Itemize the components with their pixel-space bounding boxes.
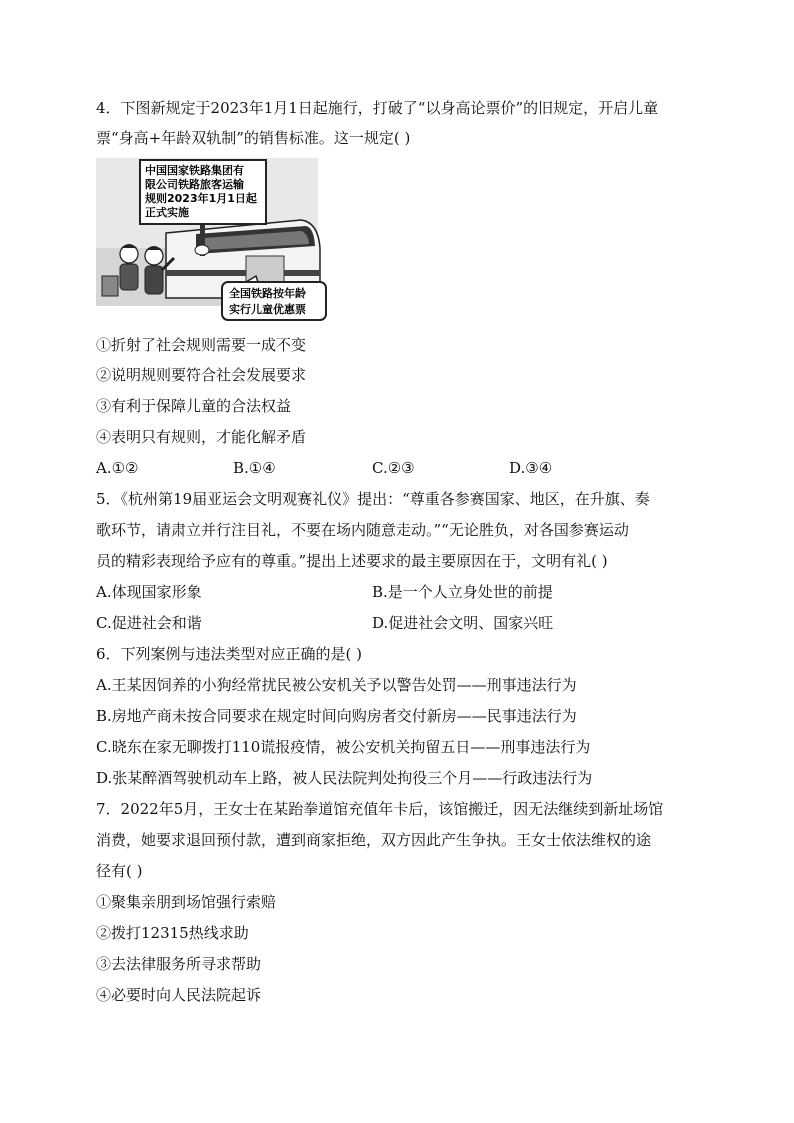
q7-stem-line2: 消费，她要求退回预付款，遭到商家拒绝，双方因此产生争执。王女士依法维权的途: [96, 831, 652, 849]
q5-stem-line3: 员的精彩表现给予应有的尊重。”提出上述要求的最主要原因在于，文明有礼( ): [96, 552, 608, 570]
q7-stem-line3: 径有( ): [96, 862, 143, 880]
q4-illustration: [96, 158, 328, 322]
q6-stem: 6．下列案例与违法类型对应正确的是( ): [96, 645, 363, 663]
q4-stem-line1: 4．下图新规定于2023年1月1日起施行，打破了“以身高论票价”的旧规定，开启儿童: [96, 99, 659, 117]
q4-item-2: ②说明规则要符合社会发展要求: [96, 366, 307, 384]
q4-item-4: ④表明只有规则，才能化解矛盾: [96, 428, 307, 446]
q4-stem-line2: 票“身高+年龄双轨制”的销售标准。这一规定( ): [96, 129, 411, 147]
q5-option-c[interactable]: C.促进社会和谐: [96, 614, 202, 632]
q7-stem-line1: 7．2022年5月，王女士在某跆拳道馆充值年卡后，该馆搬迁，因无法继续到新址场馆: [96, 800, 664, 818]
q4-item-1: ①折射了社会规则需要一成不变: [96, 336, 307, 354]
q5-stem-line1: 5．《杭州第19届亚运会文明观赛礼仪》提出：“尊重各参赛国家、地区，在升旗、奏: [96, 490, 650, 508]
q6-option-b[interactable]: B.房地产商未按合同要求在规定时间向购房者交付新房——民事违法行为: [96, 707, 577, 725]
sign-top-line-4: 正式实施: [145, 206, 189, 219]
q7-item-4: ④必要时向人民法院起诉: [96, 986, 262, 1004]
q5-option-d[interactable]: D.促进社会文明、国家兴旺: [372, 614, 554, 632]
q5-option-b[interactable]: B.是一个人立身处世的前提: [372, 583, 553, 601]
q4-item-3: ③有利于保障儿童的合法权益: [96, 397, 292, 415]
q7-item-2: ②拨打12315热线求助: [96, 924, 249, 942]
q6-option-c[interactable]: C.晓东在家无聊拨打110谎报疫情，被公安机关拘留五日——刑事违法行为: [96, 738, 591, 756]
sign-top-line-3: 规则2023年1月1日起: [145, 192, 257, 205]
q5-stem-line2: 歌环节，请肃立并行注目礼，不要在场内随意走动。”“无论胜负，对各国参赛运动: [96, 521, 629, 539]
sign-bottom-line-1: 全国铁路按年龄: [229, 287, 306, 300]
q6-option-d[interactable]: D.张某醉酒驾驶机动车上路，被人民法院判处拘役三个月——行政违法行为: [96, 769, 593, 787]
q4-option-a[interactable]: A.①②: [96, 459, 139, 477]
q4-option-c[interactable]: C.②③: [372, 459, 415, 477]
q6-option-a[interactable]: A.王某因饲养的小狗经常扰民被公安机关予以警告处罚——刑事违法行为: [96, 676, 577, 694]
q4-option-b[interactable]: B.①④: [233, 459, 276, 477]
sign-top-line-1: 中国国家铁路集团有: [145, 164, 244, 177]
train-cartoon-image: [96, 158, 328, 322]
q5-option-a[interactable]: A.体现国家形象: [96, 583, 202, 601]
q4-option-d[interactable]: D.③④: [509, 459, 553, 477]
sign-bottom-line-2: 实行儿童优惠票: [229, 303, 306, 316]
sign-top-line-2: 限公司铁路旅客运输: [145, 178, 244, 191]
q7-item-1: ①聚集亲朋到场馆强行索赔: [96, 893, 277, 911]
q7-item-3: ③去法律服务所寻求帮助: [96, 955, 262, 973]
